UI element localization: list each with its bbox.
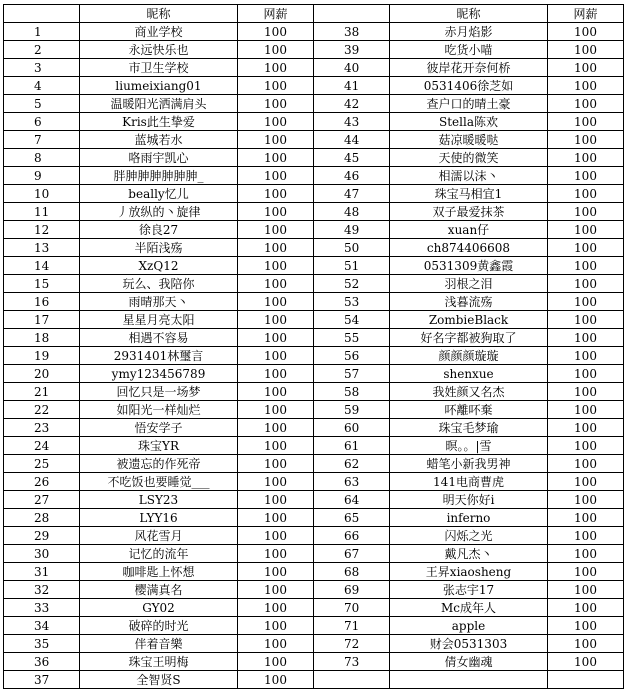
- left-row-number-cell: 24: [4, 437, 80, 455]
- right-name-cell: xuan仔: [390, 221, 548, 239]
- right-salary-cell: 100: [548, 113, 624, 131]
- left-name-cell: 咖啡匙上怀想: [80, 563, 238, 581]
- right-row-number-cell: 46: [314, 167, 390, 185]
- left-salary-cell: 100: [238, 95, 314, 113]
- right-row-number-cell: 62: [314, 455, 390, 473]
- right-row-number-cell: 65: [314, 509, 390, 527]
- right-salary-cell: 100: [548, 149, 624, 167]
- right-salary-cell: 100: [548, 41, 624, 59]
- left-name-cell: 半陌浅殇: [80, 239, 238, 257]
- table-row: [4, 329, 624, 347]
- table-row: [4, 239, 624, 257]
- left-row-number-cell: 33: [4, 599, 80, 617]
- right-row-number-cell: 49: [314, 221, 390, 239]
- right-name-cell: 141电商曹虎: [390, 473, 548, 491]
- left-salary-cell: 100: [238, 329, 314, 347]
- header-salary-right: 网薪: [548, 5, 624, 23]
- left-salary-cell: 100: [238, 167, 314, 185]
- right-salary-cell: 100: [548, 347, 624, 365]
- table-row: [4, 653, 624, 671]
- right-salary-cell: 100: [548, 581, 624, 599]
- left-row-number-cell: 1: [4, 23, 80, 41]
- left-salary-cell: 100: [238, 617, 314, 635]
- table-row: [4, 59, 624, 77]
- right-salary-cell: 100: [548, 311, 624, 329]
- right-row-number-cell: 53: [314, 293, 390, 311]
- right-row-number-cell: 38: [314, 23, 390, 41]
- left-name-cell: 回忆只是一场梦: [80, 383, 238, 401]
- right-name-cell: shenxue: [390, 365, 548, 383]
- left-salary-cell: 100: [238, 401, 314, 419]
- left-row-number-cell: 21: [4, 383, 80, 401]
- table-row: [4, 617, 624, 635]
- left-salary-cell: 100: [238, 365, 314, 383]
- right-name-cell: 倩女幽魂: [390, 653, 548, 671]
- right-row-number-cell: 63: [314, 473, 390, 491]
- left-salary-cell: 100: [238, 221, 314, 239]
- right-salary-cell: 100: [548, 257, 624, 275]
- right-salary-cell: 100: [548, 365, 624, 383]
- right-row-number-cell: 64: [314, 491, 390, 509]
- right-salary-cell: 100: [548, 131, 624, 149]
- left-name-cell: 温暖阳光洒满肩头: [80, 95, 238, 113]
- left-salary-cell: 100: [238, 311, 314, 329]
- right-name-cell: ch874406608: [390, 239, 548, 257]
- right-name-cell: 珠宝毛梦瑜: [390, 419, 548, 437]
- left-salary-cell: 100: [238, 437, 314, 455]
- right-salary-cell: [548, 671, 624, 689]
- right-salary-cell: 100: [548, 329, 624, 347]
- right-salary-cell: 100: [548, 185, 624, 203]
- left-name-cell: 樱满真名: [80, 581, 238, 599]
- table-row: [4, 527, 624, 545]
- right-name-cell: 双子最爱抹茶: [390, 203, 548, 221]
- right-salary-cell: 100: [548, 437, 624, 455]
- left-row-number-cell: 3: [4, 59, 80, 77]
- left-row-number-cell: 10: [4, 185, 80, 203]
- right-name-cell: Stella陈欢: [390, 113, 548, 131]
- right-row-number-cell: 39: [314, 41, 390, 59]
- right-salary-cell: 100: [548, 383, 624, 401]
- right-salary-cell: 100: [548, 401, 624, 419]
- left-row-number-cell: 23: [4, 419, 80, 437]
- right-name-cell: Mc成年人: [390, 599, 548, 617]
- right-name-cell: 暝。。|雪: [390, 437, 548, 455]
- left-row-number-cell: 34: [4, 617, 80, 635]
- left-name-cell: 玩么、我陪你: [80, 275, 238, 293]
- left-name-cell: GY02: [80, 599, 238, 617]
- left-name-cell: 相遇不容易: [80, 329, 238, 347]
- right-row-number-cell: 44: [314, 131, 390, 149]
- right-name-cell: 我姓颜又名杰: [390, 383, 548, 401]
- left-row-number-cell: 2: [4, 41, 80, 59]
- left-salary-cell: 100: [238, 275, 314, 293]
- right-name-cell: 查户口的晴土豪: [390, 95, 548, 113]
- left-row-number-cell: 16: [4, 293, 80, 311]
- left-salary-cell: 100: [238, 563, 314, 581]
- right-name-cell: 浅暮流殇: [390, 293, 548, 311]
- left-name-cell: beally忆儿: [80, 185, 238, 203]
- right-salary-cell: 100: [548, 221, 624, 239]
- table-row: [4, 563, 624, 581]
- left-row-number-cell: 6: [4, 113, 80, 131]
- left-salary-cell: 100: [238, 491, 314, 509]
- table-row: [4, 95, 624, 113]
- right-row-number-cell: 66: [314, 527, 390, 545]
- left-name-cell: 被遗忘的作死帝: [80, 455, 238, 473]
- table-row: [4, 23, 624, 41]
- left-name-cell: 胖胂胂胂胂胂胂_: [80, 167, 238, 185]
- table-row: [4, 77, 624, 95]
- right-name-cell: inferno: [390, 509, 548, 527]
- right-name-cell: 颜颜颜璇璇: [390, 347, 548, 365]
- left-row-number-cell: 17: [4, 311, 80, 329]
- left-name-cell: 丿放纵的丶旋律: [80, 203, 238, 221]
- right-row-number-cell: 52: [314, 275, 390, 293]
- table-row: [4, 545, 624, 563]
- left-row-number-cell: 28: [4, 509, 80, 527]
- table-row: [4, 671, 624, 689]
- left-name-cell: 蓝城若水: [80, 131, 238, 149]
- right-name-cell: 彼岸花开奈何桥: [390, 59, 548, 77]
- left-row-number-cell: 27: [4, 491, 80, 509]
- right-row-number-cell: 45: [314, 149, 390, 167]
- left-salary-cell: 100: [238, 545, 314, 563]
- right-salary-cell: 100: [548, 617, 624, 635]
- left-salary-cell: 100: [238, 671, 314, 689]
- left-row-number-cell: 31: [4, 563, 80, 581]
- left-row-number-cell: 18: [4, 329, 80, 347]
- right-row-number-cell: 69: [314, 581, 390, 599]
- right-salary-cell: 100: [548, 95, 624, 113]
- left-row-number-cell: 9: [4, 167, 80, 185]
- right-salary-cell: 100: [548, 23, 624, 41]
- right-salary-cell: 100: [548, 491, 624, 509]
- table-row: [4, 599, 624, 617]
- left-row-number-cell: 26: [4, 473, 80, 491]
- right-name-cell: 张志宇17: [390, 581, 548, 599]
- table-row: [4, 581, 624, 599]
- right-row-number-cell: 51: [314, 257, 390, 275]
- table-row: [4, 203, 624, 221]
- right-row-number-cell: 73: [314, 653, 390, 671]
- left-name-cell: 悟安学子: [80, 419, 238, 437]
- left-name-cell: 全智贤S: [80, 671, 238, 689]
- right-name-cell: 明天你好i: [390, 491, 548, 509]
- left-row-number-cell: 20: [4, 365, 80, 383]
- left-name-cell: 破碎的时光: [80, 617, 238, 635]
- header-name-right: 昵称: [390, 5, 548, 23]
- right-salary-cell: 100: [548, 167, 624, 185]
- right-salary-cell: 100: [548, 59, 624, 77]
- left-salary-cell: 100: [238, 347, 314, 365]
- table-row: [4, 455, 624, 473]
- table-row: [4, 311, 624, 329]
- right-row-number-cell: 68: [314, 563, 390, 581]
- right-name-cell: 好名字都被狗取了: [390, 329, 548, 347]
- table-body: [4, 5, 624, 689]
- right-row-number-cell: 70: [314, 599, 390, 617]
- right-row-number-cell: 47: [314, 185, 390, 203]
- right-name-cell: 0531309黄鑫霞: [390, 257, 548, 275]
- right-name-cell: 财会0531303: [390, 635, 548, 653]
- right-name-cell: 相濡以沫丶: [390, 167, 548, 185]
- left-name-cell: 市卫生学校: [80, 59, 238, 77]
- left-row-number-cell: 22: [4, 401, 80, 419]
- table-row: [4, 437, 624, 455]
- right-row-number-cell: 71: [314, 617, 390, 635]
- right-row-number-cell: 61: [314, 437, 390, 455]
- right-salary-cell: 100: [548, 545, 624, 563]
- left-row-number-cell: 11: [4, 203, 80, 221]
- table-row: [4, 635, 624, 653]
- left-salary-cell: 100: [238, 581, 314, 599]
- left-salary-cell: 100: [238, 383, 314, 401]
- right-name-cell: 赤月焰影: [390, 23, 548, 41]
- table-row: [4, 347, 624, 365]
- left-salary-cell: 100: [238, 293, 314, 311]
- left-name-cell: 风花雪月: [80, 527, 238, 545]
- left-salary-cell: 100: [238, 239, 314, 257]
- right-row-number-cell: 72: [314, 635, 390, 653]
- header-salary-left: 网薪: [238, 5, 314, 23]
- left-name-cell: 永远快乐也: [80, 41, 238, 59]
- table-row: [4, 221, 624, 239]
- right-salary-cell: 100: [548, 275, 624, 293]
- right-row-number-cell: 57: [314, 365, 390, 383]
- left-row-number-cell: 8: [4, 149, 80, 167]
- right-row-number-cell: 41: [314, 77, 390, 95]
- left-salary-cell: 100: [238, 203, 314, 221]
- left-row-number-cell: 14: [4, 257, 80, 275]
- right-salary-cell: 100: [548, 77, 624, 95]
- table-row: [4, 365, 624, 383]
- left-salary-cell: 100: [238, 473, 314, 491]
- left-salary-cell: 100: [238, 653, 314, 671]
- left-name-cell: 2931401林璽言: [80, 347, 238, 365]
- right-name-cell: [390, 671, 548, 689]
- left-salary-cell: 100: [238, 41, 314, 59]
- table-row: [4, 185, 624, 203]
- left-name-cell: 伴着音樂: [80, 635, 238, 653]
- left-name-cell: LSY23: [80, 491, 238, 509]
- right-salary-cell: 100: [548, 455, 624, 473]
- table-row: [4, 275, 624, 293]
- left-row-number-cell: 35: [4, 635, 80, 653]
- left-name-cell: ymy123456789: [80, 365, 238, 383]
- right-name-cell: ZombieBlack: [390, 311, 548, 329]
- right-row-number-cell: 48: [314, 203, 390, 221]
- right-salary-cell: 100: [548, 563, 624, 581]
- left-name-cell: 如阳光一样灿烂: [80, 401, 238, 419]
- right-name-cell: 羽根之泪: [390, 275, 548, 293]
- right-salary-cell: 100: [548, 635, 624, 653]
- left-salary-cell: 100: [238, 635, 314, 653]
- right-name-cell: 吥離吥棄: [390, 401, 548, 419]
- left-row-number-cell: 32: [4, 581, 80, 599]
- right-salary-cell: 100: [548, 419, 624, 437]
- left-name-cell: 不吃饭也要睡觉___: [80, 473, 238, 491]
- left-row-number-cell: 5: [4, 95, 80, 113]
- header-row: [4, 5, 624, 23]
- right-row-number-cell: 67: [314, 545, 390, 563]
- left-salary-cell: 100: [238, 59, 314, 77]
- right-row-number-cell: 42: [314, 95, 390, 113]
- right-row-number-cell: 54: [314, 311, 390, 329]
- left-name-cell: 咯雨宇凯心: [80, 149, 238, 167]
- left-name-cell: 珠宝王明梅: [80, 653, 238, 671]
- table-row: [4, 41, 624, 59]
- right-name-cell: 珠宝马相宜1: [390, 185, 548, 203]
- left-name-cell: 记忆的流年: [80, 545, 238, 563]
- table-row: [4, 419, 624, 437]
- left-salary-cell: 100: [238, 419, 314, 437]
- right-salary-cell: 100: [548, 203, 624, 221]
- right-name-cell: apple: [390, 617, 548, 635]
- left-name-cell: Kris此生挚爱: [80, 113, 238, 131]
- left-row-number-cell: 30: [4, 545, 80, 563]
- right-row-number-cell: 59: [314, 401, 390, 419]
- left-name-cell: 雨晴那天丶: [80, 293, 238, 311]
- right-row-number-cell: 58: [314, 383, 390, 401]
- left-row-number-cell: 19: [4, 347, 80, 365]
- right-salary-cell: 100: [548, 509, 624, 527]
- right-row-number-cell: 43: [314, 113, 390, 131]
- left-salary-cell: 100: [238, 77, 314, 95]
- right-salary-cell: 100: [548, 527, 624, 545]
- table-row: [4, 473, 624, 491]
- right-name-cell: 天使的微笑: [390, 149, 548, 167]
- right-name-cell: 王昇xiaosheng: [390, 563, 548, 581]
- right-name-cell: 戴凡杰丶: [390, 545, 548, 563]
- table-row: [4, 401, 624, 419]
- left-row-number-cell: 13: [4, 239, 80, 257]
- left-row-number-cell: 29: [4, 527, 80, 545]
- left-salary-cell: 100: [238, 149, 314, 167]
- left-salary-cell: 100: [238, 509, 314, 527]
- left-name-cell: 星星月亮太阳: [80, 311, 238, 329]
- table-row: [4, 167, 624, 185]
- left-salary-cell: 100: [238, 185, 314, 203]
- left-name-cell: 商业学校: [80, 23, 238, 41]
- right-salary-cell: 100: [548, 473, 624, 491]
- left-row-number-cell: 12: [4, 221, 80, 239]
- table-row: [4, 257, 624, 275]
- left-salary-cell: 100: [238, 455, 314, 473]
- left-salary-cell: 100: [238, 23, 314, 41]
- right-row-number-cell: 60: [314, 419, 390, 437]
- table-row: [4, 113, 624, 131]
- left-row-number-cell: 36: [4, 653, 80, 671]
- left-row-number-cell: 4: [4, 77, 80, 95]
- right-name-cell: 菇凉暖暖哒: [390, 131, 548, 149]
- right-row-number-cell: 55: [314, 329, 390, 347]
- left-salary-cell: 100: [238, 131, 314, 149]
- salary-table: [3, 4, 624, 689]
- table-row: [4, 131, 624, 149]
- table-row: [4, 293, 624, 311]
- header-no-left: [4, 5, 80, 23]
- left-name-cell: XzQ12: [80, 257, 238, 275]
- left-name-cell: 珠宝YR: [80, 437, 238, 455]
- left-row-number-cell: 15: [4, 275, 80, 293]
- left-row-number-cell: 37: [4, 671, 80, 689]
- left-row-number-cell: 25: [4, 455, 80, 473]
- left-name-cell: LYY16: [80, 509, 238, 527]
- table-row: [4, 383, 624, 401]
- right-salary-cell: 100: [548, 599, 624, 617]
- right-salary-cell: 100: [548, 293, 624, 311]
- left-row-number-cell: 7: [4, 131, 80, 149]
- header-no-right: [314, 5, 390, 23]
- right-name-cell: 吃货小喵: [390, 41, 548, 59]
- right-row-number-cell: 50: [314, 239, 390, 257]
- table-row: [4, 509, 624, 527]
- left-name-cell: 徐良27: [80, 221, 238, 239]
- right-row-number-cell: [314, 671, 390, 689]
- header-name-left: 昵称: [80, 5, 238, 23]
- table-row: [4, 491, 624, 509]
- right-salary-cell: 100: [548, 239, 624, 257]
- left-salary-cell: 100: [238, 599, 314, 617]
- right-row-number-cell: 40: [314, 59, 390, 77]
- right-name-cell: 0531406徐芝如: [390, 77, 548, 95]
- left-name-cell: liumeixiang01: [80, 77, 238, 95]
- right-salary-cell: 100: [548, 653, 624, 671]
- right-name-cell: 闪烁之光: [390, 527, 548, 545]
- left-salary-cell: 100: [238, 527, 314, 545]
- right-name-cell: 蜡笔小新我男神: [390, 455, 548, 473]
- left-salary-cell: 100: [238, 113, 314, 131]
- table-row: [4, 149, 624, 167]
- left-salary-cell: 100: [238, 257, 314, 275]
- right-row-number-cell: 56: [314, 347, 390, 365]
